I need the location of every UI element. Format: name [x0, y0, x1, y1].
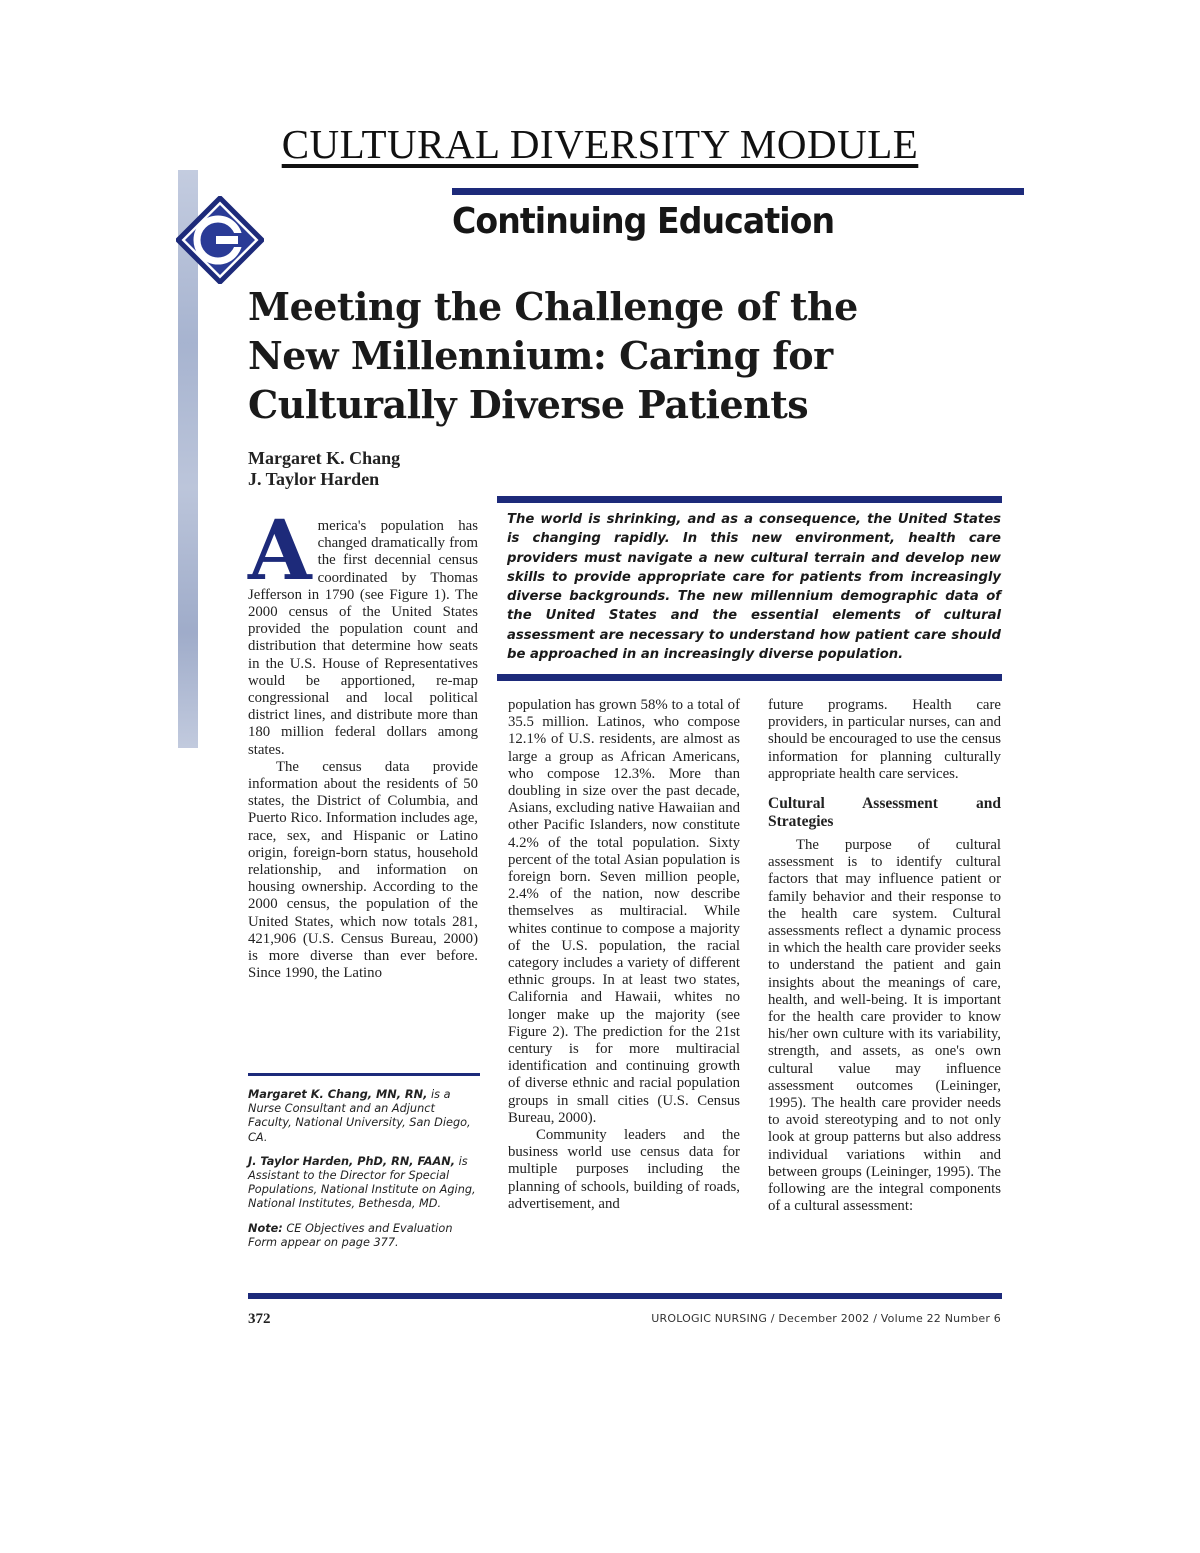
- author-list: [248, 448, 400, 490]
- author-bio: [248, 1155, 480, 1212]
- title-line: Meeting the Challenge of the: [248, 284, 858, 329]
- section-label: Continuing Education: [452, 201, 835, 242]
- note-text: CE Objectives and Evaluation Form appear on page 377.: [248, 1221, 453, 1249]
- module-title: CULTURAL DIVERSITY MODULE: [281, 121, 919, 167]
- body-paragraph: population has grown 58% to a total of 35.5 million. Latinos, who compose 12.1% of U.S. residents, are almost as large a group as African Americans, who compose 12.3%. More than doubling in size over the past decade, Asians, excluding native Hawaiian and other Pacific Islanders, now constitute 4.2% of the total population. Sixty percent of the total Asian population is foreign born. Seven million people, 2.4% of the nation, now describe themselves as multiracial. While whites continue to compose a majority of the U.S. population, the racial category includes a variety of different ethnic groups. In at least two states, California and Hawaii, whites no longer make up the majority (see Figure 2). The prediction for the 21st century is for more multiracial identification and continuing growth of diverse ethnic and racial population groups in small cities (U.S. Census Bureau, 2000).: [508, 697, 740, 1126]
- body-paragraph: future programs. Health care providers, in particular nurses, can and should be encouraged to use the census information for planning culturally appropriate health care services.: [768, 697, 1001, 782]
- abstract: The world is shrinking, and as a consequence, the United States is changing rapidly. In this new environment, health care providers must navigate a new cultural terrain and develop new skills to provide appropriate care for patients from increasingly diverse backgrounds. The new millennium demographic data of the United States and the essential elements of cultural assessment are necessary to understand how patient care should be approached in an increasingly diverse population.: [507, 512, 1001, 663]
- section-subheading: Cultural Assessment and Strategies: [768, 795, 1001, 831]
- abstract-rule-top: [497, 496, 1002, 503]
- bio-name: J. Taylor Harden, PhD, RN, FAAN,: [248, 1154, 456, 1168]
- author-bio: [248, 1088, 480, 1145]
- body-paragraph: Community leaders and the business world use census data for multiple purposes including the planning of schools, building of roads, advertisement, and: [508, 1127, 740, 1212]
- article-title: [248, 282, 968, 429]
- author-name: J. Taylor Harden: [248, 469, 380, 489]
- journal-citation: UROLOGIC NURSING / December 2002 / Volume 22 Number 6: [651, 1312, 1001, 1325]
- body-column-1: [248, 503, 478, 982]
- header-rule: [452, 188, 1024, 195]
- page-number: 372: [248, 1311, 271, 1327]
- paragraph-text: merica's population has changed dramatically from the first decennial census coordinated by Thomas Jefferson in 1790 (see Figure 1). The 2000 census of the United States provided the population count and distribution that determine how seats in the U.S. House of Representatives would be apportioned, re-map congressional and local political district lines, and distribute more than 180 million federal dollars among states.: [248, 518, 478, 758]
- author-bios: [248, 1088, 480, 1260]
- body-column-2: [508, 697, 740, 1213]
- author-name: Margaret K. Chang: [248, 448, 401, 468]
- body-paragraph: [248, 503, 478, 759]
- drop-cap: A: [248, 503, 312, 599]
- bio-text: is Assistant to the Director for Special Populations, National Institute on Aging, National Institutes, Bethesda, MD.: [248, 1154, 476, 1211]
- title-line: Culturally Diverse Patients: [248, 382, 809, 427]
- body-column-3: [768, 697, 1001, 1215]
- bio-divider: [248, 1073, 480, 1076]
- bio-name: Margaret K. Chang, MN, RN,: [248, 1088, 428, 1101]
- body-paragraph: The purpose of cultural assessment is to identify cultural factors that may influence patient or family behavior and their response to the health care system. Cultural assessments reflect a dynamic process in which the health care provider seeks to understand the patient and gain insights about the meanings of care, health, and well-being. It is important for the health care provider to know his/her own culture with its variability, strength, and assets, as one's own cultural value may influence assessment outcomes (Leininger, 1995). The health care provider needs to avoid stereotyping and to not only look at group patterns but also address individual variations within and between groups (Leininger, 1995). The following are the integral components of a cultural assessment:: [768, 837, 1001, 1215]
- body-paragraph: The census data provide information about the residents of 50 states, the District of Columbia, and Puerto Rico. Information includes age, race, sex, and Hispanic or Latino origin, foreign-born status, household relationship, and information on housing ownership. According to the 2000 census, the population of the United States, which now totals 281, 421,906 (U.S. Census Bureau, 2000) is more diverse than ever before. Since 1990, the Latino: [248, 758, 478, 982]
- title-line: New Millennium: Caring for: [248, 333, 833, 378]
- abstract-rule-bottom: [497, 674, 1002, 681]
- bio-text: is a Nurse Consultant and an Adjunct Faculty, National University, San Diego, CA.: [248, 1088, 471, 1144]
- ce-note: [248, 1222, 480, 1250]
- footer-rule: [248, 1293, 1002, 1299]
- note-label: Note:: [248, 1221, 283, 1235]
- ce-diamond-logo-icon: [176, 196, 264, 284]
